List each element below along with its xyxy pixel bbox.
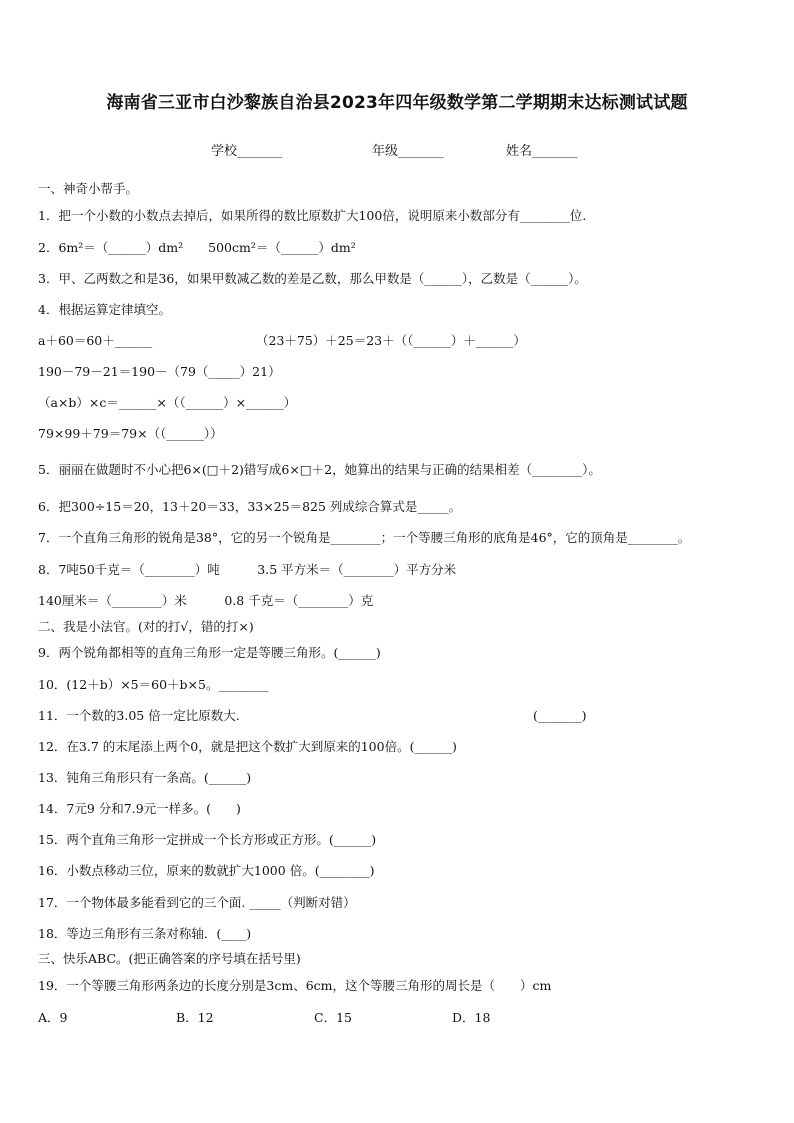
section-2-heading: 二、我是小法官。(对的打√，错的打×) [38, 619, 254, 634]
question-1: 1．把一个小数的小数点去掉后，如果所得的数比原数扩大100倍，说明原来小数部分有________位. [38, 208, 587, 223]
question-17: 17．一个物体最多能看到它的三个面. _____（判断对错） [38, 895, 356, 910]
question-4-item-e: 79×99＋79＝79×（（______）） [38, 426, 223, 441]
option-d: D．18 [452, 1010, 491, 1025]
question-4: 4．根据运算定律填空。 [38, 302, 171, 317]
question-11-answer: (_______) [533, 708, 587, 723]
question-13: 13．钝角三角形只有一条高。(______) [38, 770, 252, 785]
question-10: 10．(12＋b）×5＝60＋b×5。________ [38, 677, 269, 692]
question-11: 11．一个数的3.05 倍一定比原数大. [38, 708, 240, 723]
name-field: 姓名_______ [506, 144, 578, 159]
question-9: 9．两个锐角都相等的直角三角形一定是等腰三角形。(______) [38, 645, 381, 660]
page-title: 海南省三亚市白沙黎族自治县2023年四年级数学第二学期期末达标测试试题 [106, 93, 688, 113]
question-4-item-a: a＋60＝60＋______ [38, 333, 153, 348]
school-field: 学校_______ [211, 144, 283, 159]
question-7: 7．一个直角三角形的锐角是38°，它的另一个锐角是________；一个等腰三角形的底角是46°，它的顶角是________。 [38, 530, 691, 545]
question-15: 15．两个直角三角形一定拼成一个长方形或正方形。(______) [38, 832, 377, 847]
section-1-heading: 一、神奇小帮手。 [38, 181, 139, 196]
question-16: 16．小数点移动三位，原来的数就扩大1000 倍。(________) [38, 863, 375, 878]
question-3: 3．甲、乙两数之和是36，如果甲数减乙数的差是乙数，那么甲数是（______），乙数是（______）。 [38, 271, 587, 286]
option-c: C．15 [314, 1010, 352, 1025]
section-3-heading: 三、快乐ABC。(把正确答案的序号填在括号里) [38, 951, 301, 966]
question-4-item-d: （a×b）×c＝______×（（______）×______） [38, 395, 297, 410]
grade-field: 年级_______ [372, 144, 444, 159]
question-5: 5．丽丽在做题时不小心把6×(□＋2)错写成6×□＋2，她算出的结果与正确的结果相差（________）。 [38, 462, 601, 477]
question-8-row-1: 8．7吨50千克＝（________）吨 3.5 平方米＝（________）平方分米 [38, 562, 457, 577]
question-18: 18．等边三角形有三条对称轴．(____) [38, 926, 252, 941]
option-a: A．9 [38, 1010, 68, 1025]
option-b: B．12 [176, 1010, 214, 1025]
question-19: 19．一个等腰三角形两条边的长度分别是3cm、6cm，这个等腰三角形的周长是（ ）cm [38, 978, 552, 993]
question-2: 2．6m²＝（______）dm² 500cm²＝（______）dm² [38, 240, 356, 255]
question-12: 12．在3.7 的末尾添上两个0，就是把这个数扩大到原来的100倍。(______) [38, 739, 457, 754]
question-4-item-b: （23＋75）＋25＝23＋（（______）＋______） [256, 333, 526, 348]
question-4-item-c: 190－79－21＝190－（79（_____）21） [38, 364, 281, 379]
question-6: 6．把300÷15＝20，13＋20＝33，33×25＝825 列成综合算式是_____。 [38, 499, 462, 514]
question-8-row-2: 140厘米＝（________）米 0.8 千克＝（________）克 [38, 593, 374, 608]
question-14: 14．7元9 分和7.9元一样多。( ) [38, 801, 241, 816]
